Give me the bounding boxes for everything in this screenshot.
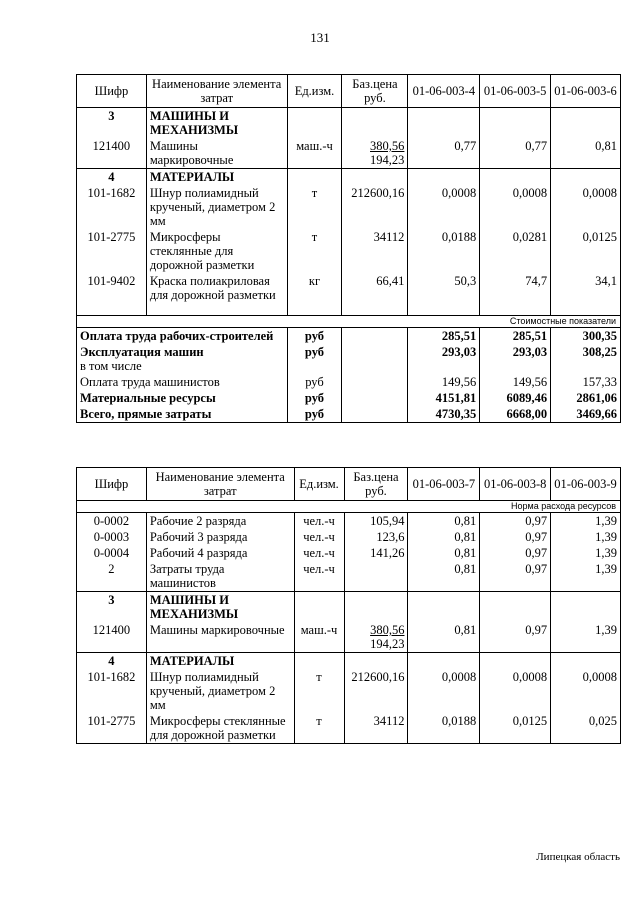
summary-value-6: 300,35 xyxy=(551,327,621,344)
row-value-8: 0,97 xyxy=(480,561,551,592)
row-unit: чел.-ч xyxy=(294,513,344,530)
row-name: Рабочие 2 разряда xyxy=(146,513,294,530)
table-row xyxy=(77,561,621,592)
header-col-4: 01-06-003-4 xyxy=(408,75,480,108)
summary-row-machines xyxy=(77,344,621,374)
summary-label xyxy=(77,344,288,374)
row-unit: т xyxy=(287,185,342,229)
table-row xyxy=(77,273,621,303)
band-label: Стоимостные показатели xyxy=(77,315,621,327)
row-name: Машины маркировочные xyxy=(146,622,294,653)
summary-row-total xyxy=(77,406,621,423)
band-label: Норма расхода ресурсов xyxy=(77,501,621,513)
summary-unit: руб xyxy=(287,344,342,374)
row-unit: чел.-ч xyxy=(294,561,344,592)
region-footer: Липецкая область xyxy=(536,851,620,863)
row-name: Шнур полиамидный крученый, диаметром 2 мм xyxy=(146,185,287,229)
row-value-7: 0,81 xyxy=(408,529,480,545)
row-value-7: 0,0188 xyxy=(408,713,480,744)
row-unit: т xyxy=(294,713,344,744)
row-value-4: 50,3 xyxy=(408,273,480,303)
cost-indicators-band xyxy=(77,315,621,327)
row-price: 212600,16 xyxy=(342,185,408,229)
row-value-8: 0,0008 xyxy=(480,669,551,713)
row-price: 141,26 xyxy=(344,545,408,561)
header-name: Наименование элемента затрат xyxy=(146,75,287,108)
row-price xyxy=(342,138,408,169)
row-value-4: 0,77 xyxy=(408,138,480,169)
header-code: Шифр xyxy=(77,468,147,501)
section-code: 3 xyxy=(77,108,147,139)
row-price: 34112 xyxy=(342,229,408,273)
row-value-6: 0,0008 xyxy=(551,185,621,229)
header-unit: Ед.изм. xyxy=(294,468,344,501)
section-title: МАШИНЫ И МЕХАНИЗМЫ xyxy=(146,108,287,139)
row-value-8: 0,97 xyxy=(480,529,551,545)
summary-value-4: 293,03 xyxy=(408,344,480,374)
row-price: 123,6 xyxy=(344,529,408,545)
summary-value-5: 6089,46 xyxy=(480,390,551,406)
row-price: 105,94 xyxy=(344,513,408,530)
header-col-6: 01-06-003-6 xyxy=(551,75,621,108)
summary-value-4: 285,51 xyxy=(408,327,480,344)
row-unit: чел.-ч xyxy=(294,545,344,561)
row-value-9: 0,0008 xyxy=(551,669,621,713)
row-name: Рабочий 4 разряда xyxy=(146,545,294,561)
section-machines xyxy=(77,108,621,139)
resource-table-1 xyxy=(76,74,621,423)
row-name: Рабочий 3 разряда xyxy=(146,529,294,545)
row-code: 0-0003 xyxy=(77,529,147,545)
row-unit: маш.-ч xyxy=(294,622,344,653)
row-code: 2 xyxy=(77,561,147,592)
row-unit: чел.-ч xyxy=(294,529,344,545)
section-title: МАТЕРИАЛЫ xyxy=(146,653,294,670)
table-row xyxy=(77,622,621,653)
row-value-8: 0,97 xyxy=(480,622,551,653)
summary-value-5: 149,56 xyxy=(480,374,551,390)
row-value-7: 0,81 xyxy=(408,622,480,653)
row-unit: т xyxy=(287,229,342,273)
row-value-8: 0,97 xyxy=(480,513,551,530)
table-header-row xyxy=(77,75,621,108)
row-value-5: 0,0008 xyxy=(480,185,551,229)
price-bottom: 194,23 xyxy=(370,637,405,651)
summary-label: Оплата труда рабочих-строителей xyxy=(77,327,288,344)
table-row xyxy=(77,185,621,229)
row-value-7: 0,81 xyxy=(408,513,480,530)
row-name: Шнур полиамидный крученый, диаметром 2 мм xyxy=(146,669,294,713)
row-code: 121400 xyxy=(77,622,147,653)
header-col-5: 01-06-003-5 xyxy=(480,75,551,108)
section-code: 4 xyxy=(77,653,147,670)
price-top: 380,56 xyxy=(370,139,405,153)
row-name: Затраты труда машинистов xyxy=(146,561,294,592)
summary-row-labor xyxy=(77,327,621,344)
row-value-9: 1,39 xyxy=(551,622,621,653)
section-title: МАШИНЫ И МЕХАНИЗМЫ xyxy=(146,592,294,623)
table-row xyxy=(77,545,621,561)
row-value-6: 34,1 xyxy=(551,273,621,303)
row-value-9: 0,025 xyxy=(551,713,621,744)
row-code: 101-1682 xyxy=(77,669,147,713)
row-name: Машины маркировочные xyxy=(146,138,287,169)
summary-value-6: 308,25 xyxy=(551,344,621,374)
spacer-row xyxy=(77,303,621,315)
row-unit: маш.-ч xyxy=(287,138,342,169)
table-row xyxy=(77,138,621,169)
table-row xyxy=(77,513,621,530)
row-value-9: 1,39 xyxy=(551,513,621,530)
header-col-7: 01-06-003-7 xyxy=(408,468,480,501)
row-code: 101-2775 xyxy=(77,713,147,744)
row-unit: т xyxy=(294,669,344,713)
row-value-6: 0,0125 xyxy=(551,229,621,273)
row-value-7: 0,0008 xyxy=(408,669,480,713)
page-number: 131 xyxy=(310,30,330,45)
row-value-8: 0,97 xyxy=(480,545,551,561)
section-code: 4 xyxy=(77,169,147,186)
summary-value-5: 285,51 xyxy=(480,327,551,344)
row-code: 0-0002 xyxy=(77,513,147,530)
row-code: 0-0004 xyxy=(77,545,147,561)
summary-value-4: 149,56 xyxy=(408,374,480,390)
row-value-6: 0,81 xyxy=(551,138,621,169)
summary-unit: руб xyxy=(287,406,342,423)
summary-unit: руб xyxy=(287,390,342,406)
summary-value-4: 4730,35 xyxy=(408,406,480,423)
row-price: 34112 xyxy=(344,713,408,744)
summary-value-6: 3469,66 xyxy=(551,406,621,423)
row-name: Микросферы стеклянные для дорожной разметки xyxy=(146,229,287,273)
row-value-4: 0,0008 xyxy=(408,185,480,229)
summary-value-5: 293,03 xyxy=(480,344,551,374)
row-code: 101-2775 xyxy=(77,229,147,273)
section-materials xyxy=(77,653,621,670)
summary-value-5: 6668,00 xyxy=(480,406,551,423)
row-code: 121400 xyxy=(77,138,147,169)
summary-row-machinists xyxy=(77,374,621,390)
section-title: МАТЕРИАЛЫ xyxy=(146,169,287,186)
table-row xyxy=(77,229,621,273)
summary-label-sub: в том числе xyxy=(80,358,142,373)
section-code: 3 xyxy=(77,592,147,623)
section-machines xyxy=(77,592,621,623)
row-value-7: 0,81 xyxy=(408,561,480,592)
row-name: Микросферы стеклянные для дорожной разметки xyxy=(146,713,294,744)
summary-value-6: 2861,06 xyxy=(551,390,621,406)
row-value-9: 1,39 xyxy=(551,561,621,592)
row-value-5: 0,0281 xyxy=(480,229,551,273)
row-price: 66,41 xyxy=(342,273,408,303)
header-col-8: 01-06-003-8 xyxy=(480,468,551,501)
header-unit: Ед.изм. xyxy=(287,75,342,108)
summary-label: Всего, прямые затраты xyxy=(77,406,288,423)
table-row xyxy=(77,713,621,744)
summary-label: Оплата труда машинистов xyxy=(77,374,288,390)
row-value-5: 74,7 xyxy=(480,273,551,303)
resource-table-2 xyxy=(76,467,621,744)
row-price xyxy=(344,622,408,653)
row-value-5: 0,77 xyxy=(480,138,551,169)
summary-value-4: 4151,81 xyxy=(408,390,480,406)
table-header-row xyxy=(77,468,621,501)
price-top: 380,56 xyxy=(370,623,405,637)
header-price: Баз.цена руб. xyxy=(342,75,408,108)
row-value-7: 0,81 xyxy=(408,545,480,561)
section-materials xyxy=(77,169,621,186)
row-value-8: 0,0125 xyxy=(480,713,551,744)
table-row xyxy=(77,669,621,713)
row-value-9: 1,39 xyxy=(551,545,621,561)
summary-label-main: Эксплуатация машин xyxy=(80,344,204,359)
row-code: 101-9402 xyxy=(77,273,147,303)
summary-row-materials xyxy=(77,390,621,406)
row-price: 212600,16 xyxy=(344,669,408,713)
header-price: Баз.цена руб. xyxy=(344,468,408,501)
summary-unit: руб xyxy=(287,327,342,344)
row-unit: кг xyxy=(287,273,342,303)
row-value-4: 0,0188 xyxy=(408,229,480,273)
resource-norm-band xyxy=(77,501,621,513)
summary-unit: руб xyxy=(287,374,342,390)
header-code: Шифр xyxy=(77,75,147,108)
header-col-9: 01-06-003-9 xyxy=(551,468,621,501)
summary-label: Материальные ресурсы xyxy=(77,390,288,406)
table-row xyxy=(77,529,621,545)
row-code: 101-1682 xyxy=(77,185,147,229)
row-name: Краска полиакриловая для дорожной разметки xyxy=(146,273,287,303)
row-value-9: 1,39 xyxy=(551,529,621,545)
price-bottom: 194,23 xyxy=(370,153,405,167)
summary-value-6: 157,33 xyxy=(551,374,621,390)
header-name: Наименование элемента затрат xyxy=(146,468,294,501)
